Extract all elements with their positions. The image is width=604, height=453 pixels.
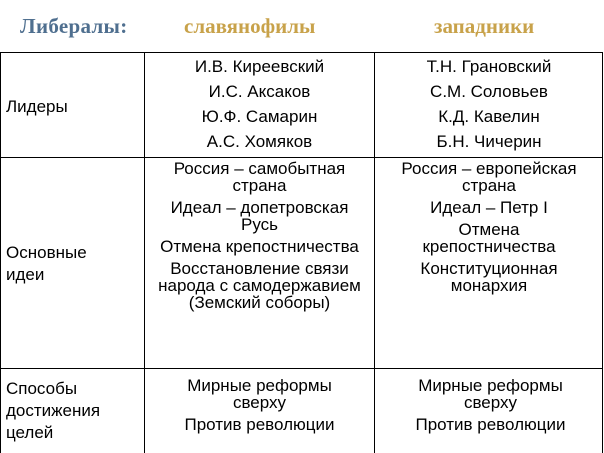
leader-name: Б.Н. Чичерин [436, 132, 542, 151]
idea-item: Отмена крепостничества [422, 220, 556, 256]
leader-name: С.М. Соловьев [430, 82, 548, 101]
method-item: Мирные реформы сверху [187, 376, 332, 412]
row-divider-1 [0, 157, 603, 158]
row-label-ideas: Основные идеи [6, 243, 87, 284]
methods-slavophiles [162, 377, 357, 438]
row-divider-2 [0, 368, 603, 369]
idea-item: Идеал – Петр I [430, 198, 548, 217]
leaders-slavophiles [145, 56, 374, 153]
idea-item: Россия – европейская страна [401, 159, 577, 195]
idea-item: Идеал – допетровская Русь [170, 198, 349, 234]
method-item: Против революции [184, 415, 335, 434]
leaders-westerners [375, 56, 603, 153]
leader-name: К.Д. Кавелин [438, 107, 540, 126]
method-item: Против революции [415, 415, 566, 434]
row-label-methods: Способы достижения целей [6, 379, 101, 442]
header-westerners: западники [434, 14, 535, 38]
leader-name: И.В. Киреевский [194, 57, 325, 76]
idea-item: Восстановление связи народа с самодержавием (Земский соборы) [158, 259, 361, 312]
leader-name: И.С. Аксаков [208, 82, 311, 101]
method-item: Мирные реформы сверху [418, 376, 563, 412]
ideas-slavophiles [157, 160, 362, 316]
ideas-westerners [393, 160, 585, 299]
leader-name: Ю.Ф. Самарин [201, 107, 318, 126]
header-liberals: Либералы: [20, 14, 128, 38]
idea-item: Отмена крепостничества [160, 237, 359, 256]
leader-name: А.С. Хомяков [206, 132, 313, 151]
row-label-leaders: Лидеры [6, 97, 68, 116]
header-slavophiles: славянофилы [184, 14, 316, 38]
methods-westerners [393, 377, 588, 438]
header [0, 0, 604, 48]
idea-item: Конституционная монархия [420, 259, 558, 295]
leader-name: Т.Н. Грановский [426, 57, 552, 76]
idea-item: Россия – самобытная страна [173, 159, 346, 195]
